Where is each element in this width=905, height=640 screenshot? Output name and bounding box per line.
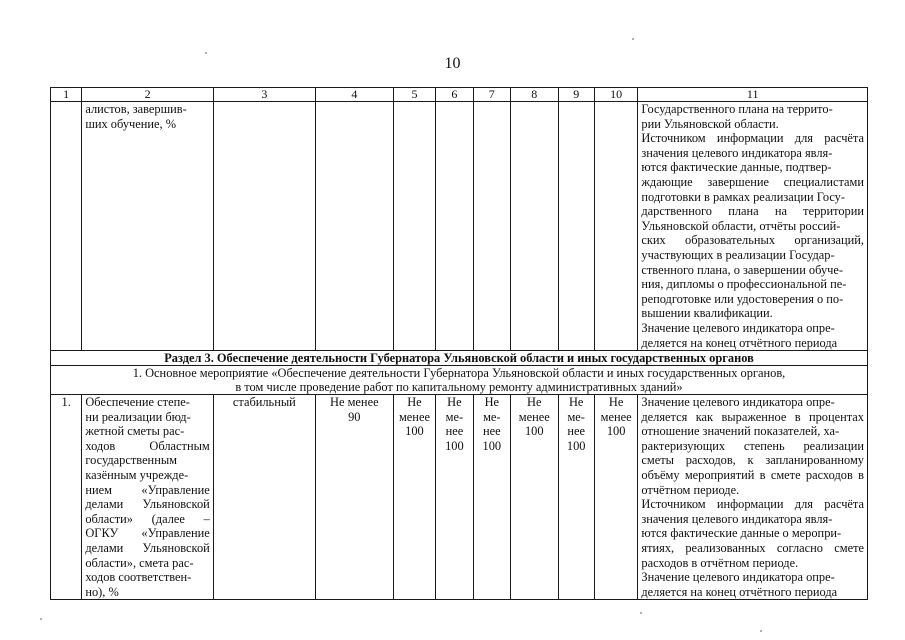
row-number: 1. (51, 395, 82, 600)
column-header: 2 (82, 88, 213, 102)
column-header: 9 (558, 88, 594, 102)
target-value: Не ме- нее 100 (436, 395, 473, 600)
target-value: Не ме- нее 100 (473, 395, 510, 600)
column-header: 3 (213, 88, 315, 102)
column-header: 11 (638, 88, 868, 102)
page-number: 10 (444, 55, 461, 72)
empty-cell (473, 102, 510, 351)
target-value: Не менее 100 (594, 395, 637, 600)
section-row (51, 351, 868, 366)
indicator-description-continued: Государственного плана на террито- рии Ульяновской области. Источником информации для расчёта значения целевого индикатора явля- ются фактические данные, подтвер- ждающие завершение специалистами подготовки в рамках реализации Госу- дарственного плана на территории Ульяновской области, отчёты россий- ских образовательных организаций, участвующих в реализации Государ- ственного плана, о завершении обуче- ния, дипломы о профессиональной пе- реподготовке или удостоверения о по- вышении квалификации. Значение целевого индикатора опре- деляется на конец отчётного периода (638, 102, 868, 351)
empty-cell (213, 102, 315, 351)
empty-cell (315, 102, 393, 351)
column-header: 7 (473, 88, 510, 102)
empty-cell (558, 102, 594, 351)
empty-cell (436, 102, 473, 351)
main-event-row (51, 366, 868, 395)
continuation-row (51, 102, 868, 351)
empty-cell (511, 102, 559, 351)
column-header: 5 (393, 88, 435, 102)
table-row (51, 395, 868, 600)
column-header: 4 (315, 88, 393, 102)
empty-cell (594, 102, 637, 351)
section-title: Раздел 3. Обеспечение деятельности Губернатора Ульяновской области и иных государственных органов (51, 351, 868, 366)
column-header: 1 (51, 88, 82, 102)
target-value: Не менее 100 (511, 395, 559, 600)
column-header: 10 (594, 88, 637, 102)
target-value: Не менее 100 (393, 395, 435, 600)
column-header: 8 (511, 88, 559, 102)
indicators-table (50, 87, 868, 600)
empty-cell (393, 102, 435, 351)
target-value: Не менее 90 (315, 395, 393, 600)
column-header: 6 (436, 88, 473, 102)
main-event-title: 1. Основное мероприятие «Обеспечение деятельности Губернатора Ульяновской области и иных государственных органов, в том числе проведение работ по капитальному ремонту административных зданий» (51, 366, 868, 395)
column-header-row (51, 88, 868, 102)
indicator-name-continued: алистов, завершив- ших обучение, % (82, 102, 213, 351)
indicator-description: Значение целевого индикатора опре- деляется как выраженное в процентах отношение значений показателей, ха- рактеризующих степень реализации сметы расходов, к запланированному объёму мероприятий в смете расходов в отчётном периоде. Источником информации для расчёта значения целевого индикатора явля- ются фактические данные о меропри- ятиях, реализованных согласно смете расходов в отчётном периоде. Значение целевого индикатора опре- деляется на конец отчётного периода (638, 395, 868, 600)
target-value: Не ме- нее 100 (558, 395, 594, 600)
empty-cell (51, 102, 82, 351)
indicator-name: Обеспечение степе- ни реализации бюд- жетной сметы рас- ходов Областным государственным казённым учрежде- нием «Управление делами Ульяновской области» (далее – ОГКУ «Управление делами Ульяновской области», смета рас- ходов соответствен- но), % (82, 395, 213, 600)
trend-value: стабильный (213, 395, 315, 600)
